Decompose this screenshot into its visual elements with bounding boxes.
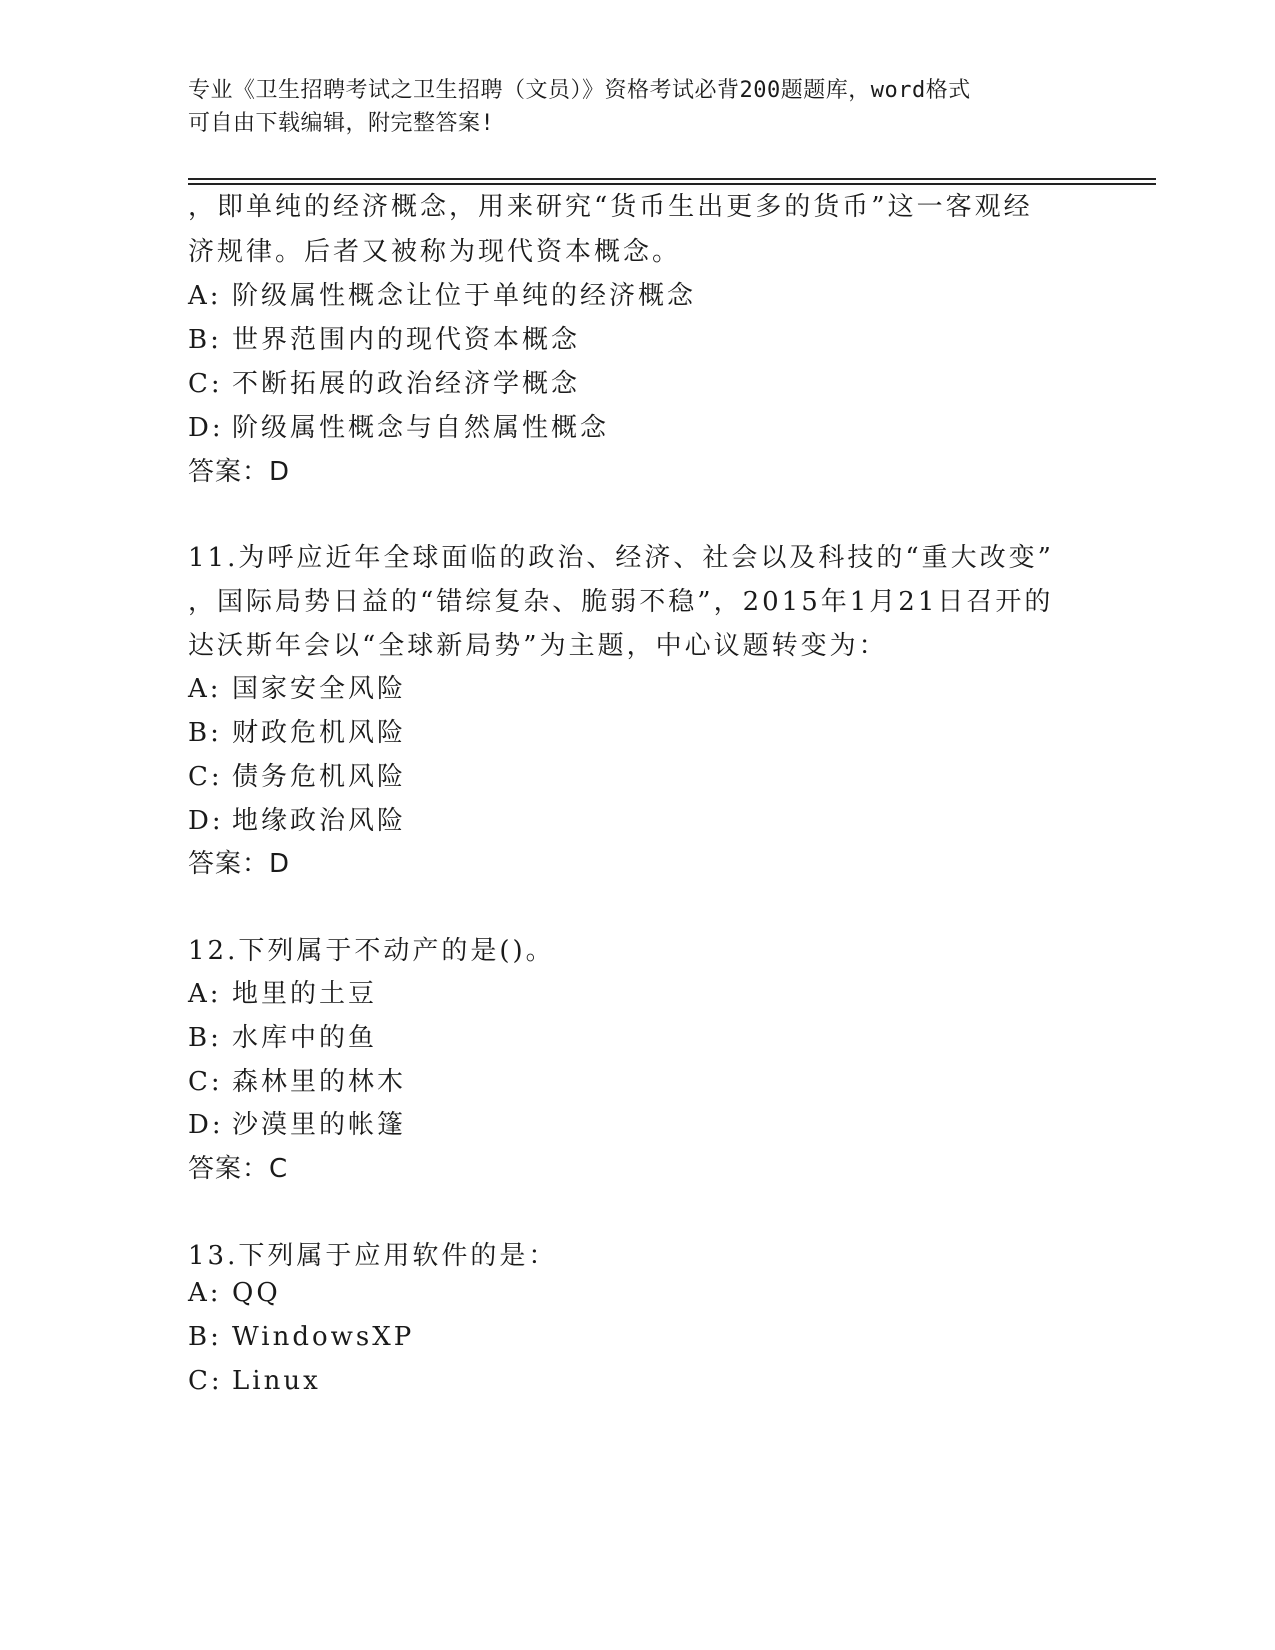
q10-option-b bbox=[188, 319, 580, 356]
option-text: 国家安全风险 bbox=[232, 674, 407, 704]
header-line-2: 可自由下载编辑，附完整答案! bbox=[188, 111, 495, 136]
option-text: QQ bbox=[232, 1278, 281, 1308]
q10-answer: 答案：D bbox=[188, 457, 291, 487]
q12-option-a bbox=[188, 973, 377, 1010]
option-letter: A: bbox=[188, 1278, 222, 1308]
option-text: 水库中的鱼 bbox=[232, 1023, 378, 1053]
header-line-1: 专业《卫生招聘考试之卫生招聘（文员）》资格考试必背200题题库，word格式 bbox=[188, 78, 971, 103]
q11-stem-line-2: ，国际局势日益的“错综复杂、脆弱不稳”，2015年1月21日召开的 bbox=[188, 587, 1054, 617]
q11-option-d bbox=[188, 800, 406, 837]
option-text: 地里的土豆 bbox=[232, 979, 378, 1009]
q11-stem-line-3: 达沃斯年会以“全球新局势”为主题，中心议题转变为： bbox=[188, 631, 888, 661]
document-header bbox=[188, 74, 1088, 140]
q12-option-c bbox=[188, 1061, 406, 1098]
option-letter: A: bbox=[188, 674, 222, 704]
option-text: 债务危机风险 bbox=[232, 762, 407, 792]
q10-option-c bbox=[188, 363, 580, 400]
option-text: 阶级属性概念让位于单纯的经济概念 bbox=[232, 281, 697, 311]
header-divider-top bbox=[188, 178, 1156, 180]
option-letter: C: bbox=[188, 762, 223, 792]
q11-option-a bbox=[188, 668, 406, 705]
q13-stem-line-1: 13.下列属于应用软件的是： bbox=[188, 1241, 558, 1271]
q10-option-d bbox=[188, 407, 609, 444]
q12-option-b bbox=[188, 1017, 377, 1054]
option-text: 不断拓展的政治经济学概念 bbox=[232, 369, 581, 399]
q11-option-c bbox=[188, 756, 406, 793]
option-letter: C: bbox=[188, 369, 223, 399]
q13-option-b bbox=[188, 1322, 414, 1352]
option-letter: A: bbox=[188, 979, 222, 1009]
option-letter: B: bbox=[188, 718, 222, 748]
q11-stem-line-1: 11.为呼应近年全球面临的政治、经济、社会以及科技的“重大改变” bbox=[188, 543, 1054, 573]
option-letter: D: bbox=[188, 1110, 224, 1140]
option-text: WindowsXP bbox=[232, 1322, 415, 1352]
option-text: 财政危机风险 bbox=[232, 718, 407, 748]
option-letter: B: bbox=[188, 325, 222, 355]
option-text: 世界范围内的现代资本概念 bbox=[232, 325, 581, 355]
option-letter: C: bbox=[188, 1067, 223, 1097]
q11-answer: 答案：D bbox=[188, 849, 291, 879]
header-divider-bottom bbox=[188, 183, 1156, 185]
option-letter: C: bbox=[188, 1366, 223, 1396]
q10-continuation-line-1: ，即单纯的经济概念，用来研究“货币生出更多的货币”这一客观经 bbox=[188, 192, 1033, 222]
option-text: 阶级属性概念与自然属性概念 bbox=[232, 413, 610, 443]
option-text: Linux bbox=[232, 1366, 321, 1396]
option-letter: A: bbox=[188, 281, 222, 311]
option-text: 森林里的林木 bbox=[232, 1067, 407, 1097]
option-letter: D: bbox=[188, 806, 224, 836]
q11-option-b bbox=[188, 712, 406, 749]
q10-continuation-line-2: 济规律。后者又被称为现代资本概念。 bbox=[188, 237, 682, 267]
option-letter: B: bbox=[188, 1322, 222, 1352]
q13-option-a bbox=[188, 1278, 281, 1308]
q13-option-c bbox=[188, 1366, 321, 1396]
option-text: 沙漠里的帐篷 bbox=[232, 1110, 407, 1140]
q12-option-d bbox=[188, 1104, 406, 1141]
option-letter: B: bbox=[188, 1023, 222, 1053]
q12-answer: 答案：C bbox=[188, 1154, 289, 1184]
q12-stem-line-1: 12.下列属于不动产的是()。 bbox=[188, 936, 555, 966]
q10-option-a bbox=[188, 275, 696, 312]
option-text: 地缘政治风险 bbox=[232, 806, 407, 836]
option-letter: D: bbox=[188, 413, 224, 443]
